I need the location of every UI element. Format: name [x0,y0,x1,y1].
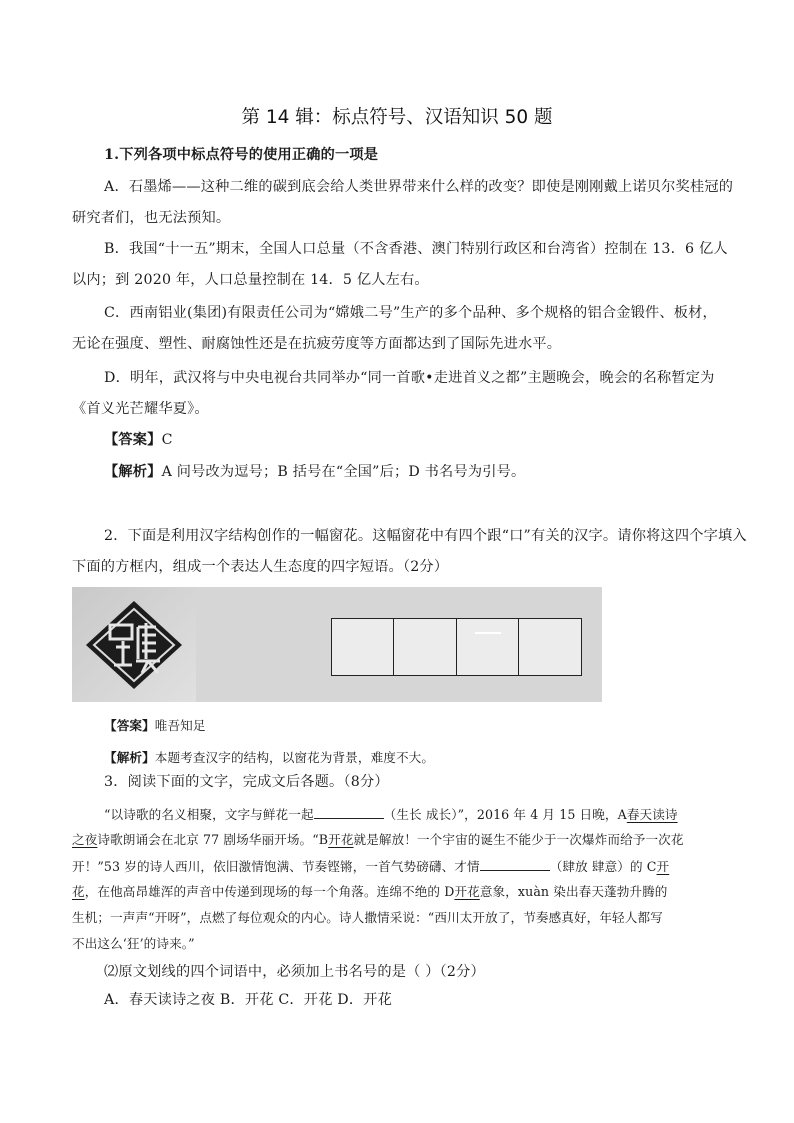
analysis-text: 本题考查汉字的结构，以窗花为背景，难度不大。 [154,750,435,765]
q1-option-c-line2: 无论在强度、塑性、耐腐蚀性还是在抗疲劳度等方面都达到了国际先进水平。 [72,336,562,352]
q3-passage-line6: 不出这么‘狂’的诗来。” [72,936,195,951]
underlined-term-a-end: 之夜 [72,832,98,847]
underlined-term-c-end: 花 [72,884,85,899]
passage-text: 意象，xuàn 染出春天蓬勃升腾的 [479,884,668,899]
q1-answer [104,430,764,450]
passage-text: 开！”53 岁的诗人西川，依旧激情饱满、节奏铿锵，一首气势磅礴、才情 [72,859,480,874]
window-flower-image [72,587,196,702]
underlined-term-d: 开花 [454,884,480,899]
answer-tag: 【答案】 [104,432,162,448]
q3-sub-question-2-options: A．春天读诗之夜 B．开花 C．开花 D．开花 [104,992,393,1008]
answer-tag: 【答案】 [104,718,155,733]
question-2-stem-line1: 2．下面是利用汉字结构创作的一幅窗花。这幅窗花中有四个跟“口”有关的汉字。请你将这四个字填入 [104,528,747,544]
q1-option-b-line1: B．我国“十一五”期末，全国人口总量（不含香港、澳门特别行政区和台湾省）控制在 13．6 亿人 [104,241,728,257]
underlined-term-a: 春天读诗 [626,807,678,822]
q1-option-a-line2: 研究者们，也无法预知。 [72,210,231,226]
question-3-stem: 3．阅读下面的文字，完成文后各题。（8分） [104,774,389,790]
passage-text: “以诗歌的名义相聚，文字与鲜花一起 [104,807,314,822]
q3-passage-line5: 生机；一声声“开呀”，点燃了每位观众的内心。诗人撒情采说：“西川太开放了，节奏感真好，年轻人都写 [72,910,663,925]
q3-passage-line1 [104,804,764,825]
q3-sub-question-2: ⑵原文划线的四个词语中，必须加上书名号的是（ ）（2分） [104,964,485,980]
q3-passage-line2 [72,830,732,850]
analysis-tag: 【解析】 [104,750,155,765]
q1-analysis [104,462,764,482]
window-flower-figure [72,587,602,702]
answer-box-row [332,618,582,676]
passage-text: （生长 成长）”，2016 年 4 月 15 日晚，A [383,807,627,822]
page-title: 第 14 辑：标点符号、汉语知识 50 题 [241,107,553,128]
passage-text: （肆放 肆意）的 C [549,859,657,874]
fill-blank-1[interactable] [314,804,384,819]
passage-text: 诗歌朗诵会在北京 77 剧场华丽开场。“B [97,832,329,847]
q3-passage-line4 [72,882,732,902]
answer-box-2[interactable] [393,618,457,676]
q1-option-a-line1: A．石墨烯——这种二维的碳到底会给人类世界带来什么样的改变？即使是刚刚戴上诺贝尔奖桂冠的 [104,179,734,195]
question-1-stem: 1.下列各项中标点符号的使用正确的一项是 [104,147,379,163]
q2-analysis [104,748,764,768]
answer-box-4[interactable] [518,618,582,676]
q1-option-b-line2: 以内；到 2020 年，人口总量控制在 14．5 亿人左右。 [72,272,429,288]
q1-option-c-line1: C．西南铝业(集团)有限责任公司为“嫦娥二号”生产的多个品种、多个规格的铝合金锻件、板材， [104,305,717,321]
underlined-term-b: 开花 [328,832,354,847]
analysis-text: A 问号改为逗号；B 括号在“全国”后；D 书名号为引号。 [161,464,526,480]
q3-passage-line3 [72,856,732,877]
fill-blank-2[interactable] [480,856,550,871]
q1-option-d-line2: 《首义光芒耀华夏》。 [72,401,209,417]
analysis-tag: 【解析】 [104,464,162,480]
window-flower-icon [72,587,196,702]
q1-option-d-line1: D．明年，武汉将与中央电视台共同举办“同一首歌•走进首义之都”主题晚会，晚会的名称暂定为 [104,370,715,386]
answer-box-3[interactable] [456,618,520,676]
question-2-stem-line2: 下面的方框内，组成一个表达人生态度的四字短语。（2分） [72,559,449,575]
answer-value: 唯吾知足 [154,718,206,733]
passage-text: ，在他高昂雄浑的声音中传递到现场的每一个角落。连绵不绝的 D [84,884,455,899]
passage-text: 就是解放！一个宇宙的诞生不能少于一次爆炸而给予一次花 [353,832,684,847]
answer-box-1[interactable] [331,618,395,676]
underlined-term-c: 开 [656,859,670,874]
answer-value: C [161,432,173,448]
q2-answer [104,716,764,736]
